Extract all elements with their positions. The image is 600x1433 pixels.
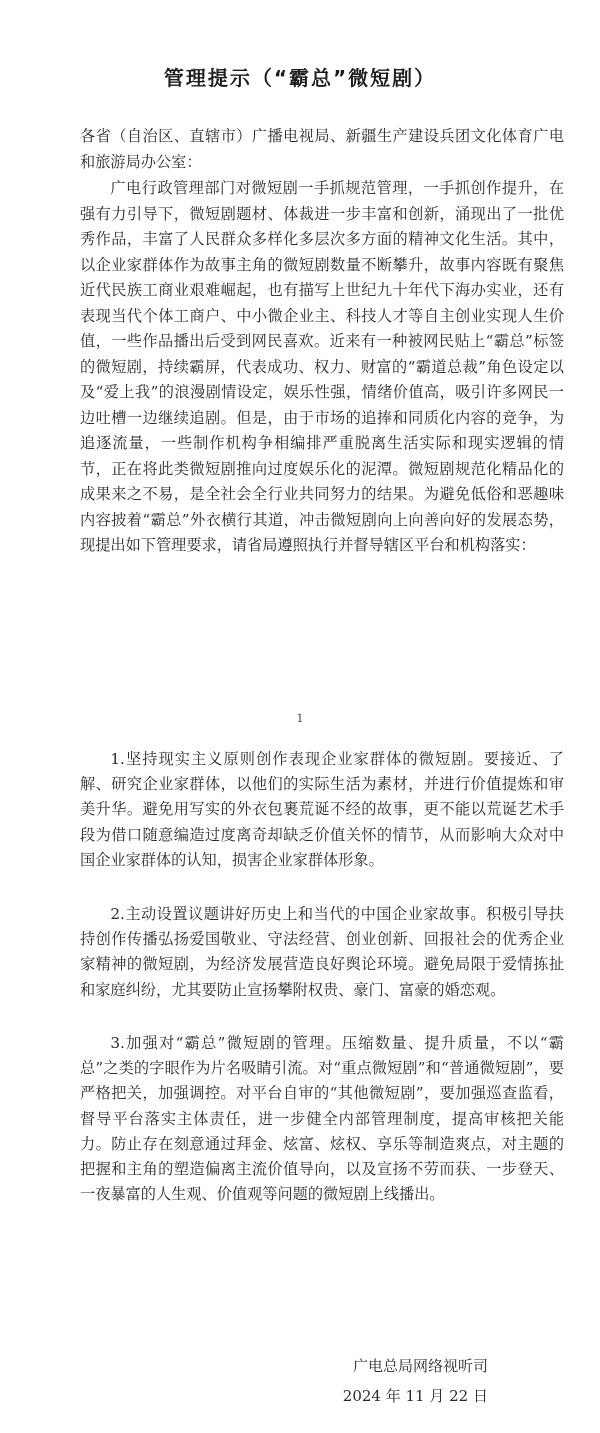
document-title: 管理提示（“霸总”微短剧） — [163, 66, 437, 90]
signature-date: 2024 年 11 月 22 日 — [342, 1387, 488, 1405]
requirement-item-3: 3.加强对“霸总”微短剧的管理。压缩数量、提升质量，不以“霸总”之类的字眼作为片名吸睛引流。对“重点微短剧”和“普通微短剧”，要严格把关，加强调控。对平台自审的“其他微短剧”，要加强巡查监看，督导平台落实主体责任，进一步健全内部管理制度，提高审核把关能力。防止存在刻意通过拜金、炫富、炫权、享乐等制造爽点，对主题的把握和主角的塑造偏离主流价值导向，以及宣扬不劳而获、一步登天、一夜暴富的人生观、价值观等问题的微短剧上线播出。 — [80, 1034, 564, 1204]
requirement-item-2: 2.主动设置议题讲好历史上和当代的中国企业家故事。积极引导扶持创作传播弘扬爱国敬业、守法经营、创业创新、回报社会的优秀企业家精神的微短剧，为经济发展营造良好舆论环境。避免局限于爱情拣扯和家庭纠纷，尤其要防止宣扬攀附权贵、豪门、富豪的婚恋观。 — [80, 905, 564, 999]
addressee-paragraph: 各省（自治区、直辖市）广播电视局、新疆生产建设兵团文化体育广电和旅游局办公室： — [80, 127, 564, 171]
requirement-item-1: 1.坚持现实主义原则创作表现企业家群体的微短剧。要接近、了解、研究企业家群体，以他们的实际生活为素材，并进行价值提炼和审美升华。避免用写实的外衣包裹荒诞不经的故事，更不能以荒诞艺术手段为借口随意编造过度离奇却缺乏价值关怀的情节，从而影响大众对中国企业家群体的认知，损害企业家群体形象。 — [80, 750, 564, 869]
page-number: 1 — [296, 712, 304, 725]
intro-paragraph: 广电行政管理部门对微短剧一手抓规范管理，一手抓创作提升，在强有力引导下，微短剧题材、体裁进一步丰富和创新，涌现出了一批优秀作品，丰富了人民群众多样化多层次多方面的精神文化生活。其中，以企业家群体作为故事主角的微短剧数量不断攀升，故事内容既有聚焦近代民族工商业艰难崛起，也有描写上世纪九十年代下海办实业，还有表现当代个体工商户、中小微企业主、科技人才等自主创业实现人生价值，一些作品播出后受到网民喜欢。近来有一种被网民贴上“霸总”标签的微短剧，持续霸屏，代表成功、权力、财富的“霸道总裁”角色设定以及“爱上我”的浪漫剧情设定，娱乐性强，情绪价值高，吸引许多网民一边吐槽一边继续追剧。但是，由于市场的追捧和同质化内容的竞争，为追逐流量，一些制作机构争相编排严重脱离生活实际和现实逻辑的情节，正在将此类微短剧推向过度娱乐化的泥潭。微短剧规范化精品化的成果来之不易，是全社会全行业共同努力的结果。为避免低俗和恶趣味内容披着“霸总”外衣横行其道，冲击微短剧向上向善向好的发展态势，现提出如下管理要求，请省局遵照执行并督导辖区平台和机构落实： — [80, 179, 564, 554]
signature-organization: 广电总局网络视听司 — [352, 1357, 488, 1375]
